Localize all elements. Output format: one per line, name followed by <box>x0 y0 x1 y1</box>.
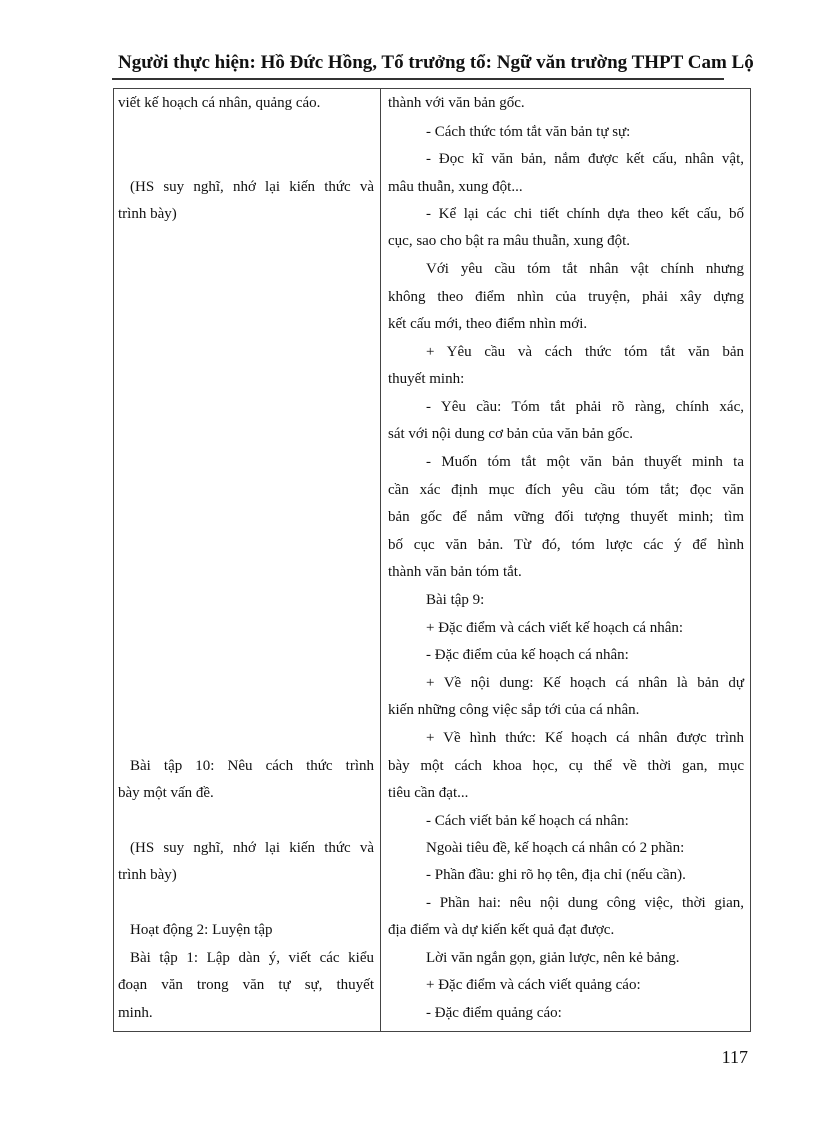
left-line: đoạn văn trong văn tự sự, thuyết <box>118 977 374 993</box>
right-line: - Muốn tóm tắt một văn bản thuyết minh ta <box>426 454 744 470</box>
left-line: viết kế hoạch cá nhân, quảng cáo. <box>118 95 321 111</box>
right-line: cần xác định mục đích yêu cầu tóm tắt; đọc văn <box>388 482 744 498</box>
right-line: kết cấu mới, theo điểm nhìn mới. <box>388 316 588 332</box>
right-line: bố cục văn bản. Từ đó, tóm lược các ý để hình <box>388 537 744 553</box>
right-line: + Đặc điểm và cách viết kế hoạch cá nhân: <box>426 620 684 636</box>
content-table <box>113 88 751 1032</box>
left-line: (HS suy nghĩ, nhớ lại kiến thức và <box>130 840 374 856</box>
left-line: Bài tập 10: Nêu cách thức trình <box>130 758 374 774</box>
right-line: thành văn bản tóm tắt. <box>388 564 522 580</box>
header-rule <box>112 78 724 80</box>
right-line: - Kể lại các chi tiết chính dựa theo kết cấu, bố <box>426 206 744 222</box>
right-line: - Cách thức tóm tắt văn bản tự sự: <box>426 124 631 140</box>
right-line: địa điểm và dự kiến kết quả đạt được. <box>388 922 615 938</box>
right-line: bày một cách khoa học, cụ thể về thời gan, mục <box>388 758 744 774</box>
right-line: - Phần hai: nêu nội dung công việc, thời gian, <box>426 895 744 911</box>
right-line: tiêu cần đạt... <box>388 785 469 801</box>
right-line: bản gốc để nắm vững đối tượng thuyết minh; tìm <box>388 509 744 525</box>
right-line: thuyết minh: <box>388 371 465 387</box>
right-line: + Về hình thức: Kế hoạch cá nhân được trình <box>426 730 744 746</box>
left-line: bày một vấn đề. <box>118 785 214 801</box>
right-line: + Yêu cầu và cách thức tóm tắt văn bản <box>426 344 744 360</box>
right-line: - Cách viết bản kế hoạch cá nhân: <box>426 813 629 829</box>
column-divider <box>380 88 381 1032</box>
left-line: trình bày) <box>118 206 177 222</box>
right-line: Với yêu cầu tóm tắt nhân vật chính nhưng <box>426 261 744 277</box>
right-line: - Phần đầu: ghi rõ họ tên, địa chỉ (nếu cần). <box>426 867 686 883</box>
right-line: mâu thuẫn, xung đột... <box>388 179 523 195</box>
right-line: Bài tập 9: <box>426 592 485 608</box>
right-line: - Đặc điểm của kế hoạch cá nhân: <box>426 647 629 663</box>
page-number: 117 <box>721 1047 748 1067</box>
right-line: - Đọc kĩ văn bản, nắm được kết cấu, nhân vật, <box>426 151 744 167</box>
right-line: Ngoài tiêu đề, kế hoạch cá nhân có 2 phần: <box>426 840 685 856</box>
right-line: Lời văn ngắn gọn, giản lược, nên kẻ bảng. <box>426 950 680 966</box>
right-line: + Về nội dung: Kế hoạch cá nhân là bản dự <box>426 675 744 691</box>
right-line: - Yêu cầu: Tóm tắt phải rõ ràng, chính xác, <box>426 399 744 415</box>
left-line: Hoạt động 2: Luyện tập <box>130 922 273 938</box>
right-line: cục, sao cho bật ra mâu thuẫn, xung đột. <box>388 233 631 249</box>
right-line: + Đặc điểm và cách viết quảng cáo: <box>426 977 641 993</box>
right-line: không theo điểm nhìn của truyện, phải xây dựng <box>388 289 744 305</box>
right-line: thành với văn bản gốc. <box>388 95 525 111</box>
left-line: minh. <box>118 1005 153 1021</box>
right-line: sát với nội dung cơ bản của văn bản gốc. <box>388 426 633 442</box>
left-line: trình bày) <box>118 867 177 883</box>
right-line: kiến những công việc sắp tới của cá nhân. <box>388 702 640 718</box>
right-line: - Đặc điểm quảng cáo: <box>426 1005 562 1021</box>
left-line: Bài tập 1: Lập dàn ý, viết các kiểu <box>130 950 374 966</box>
left-line: (HS suy nghĩ, nhớ lại kiến thức và <box>130 179 374 195</box>
page-header: Người thực hiện: Hồ Đức Hồng, Tổ trưởng tổ: Ngữ văn trường THPT Cam Lộ <box>118 52 754 73</box>
